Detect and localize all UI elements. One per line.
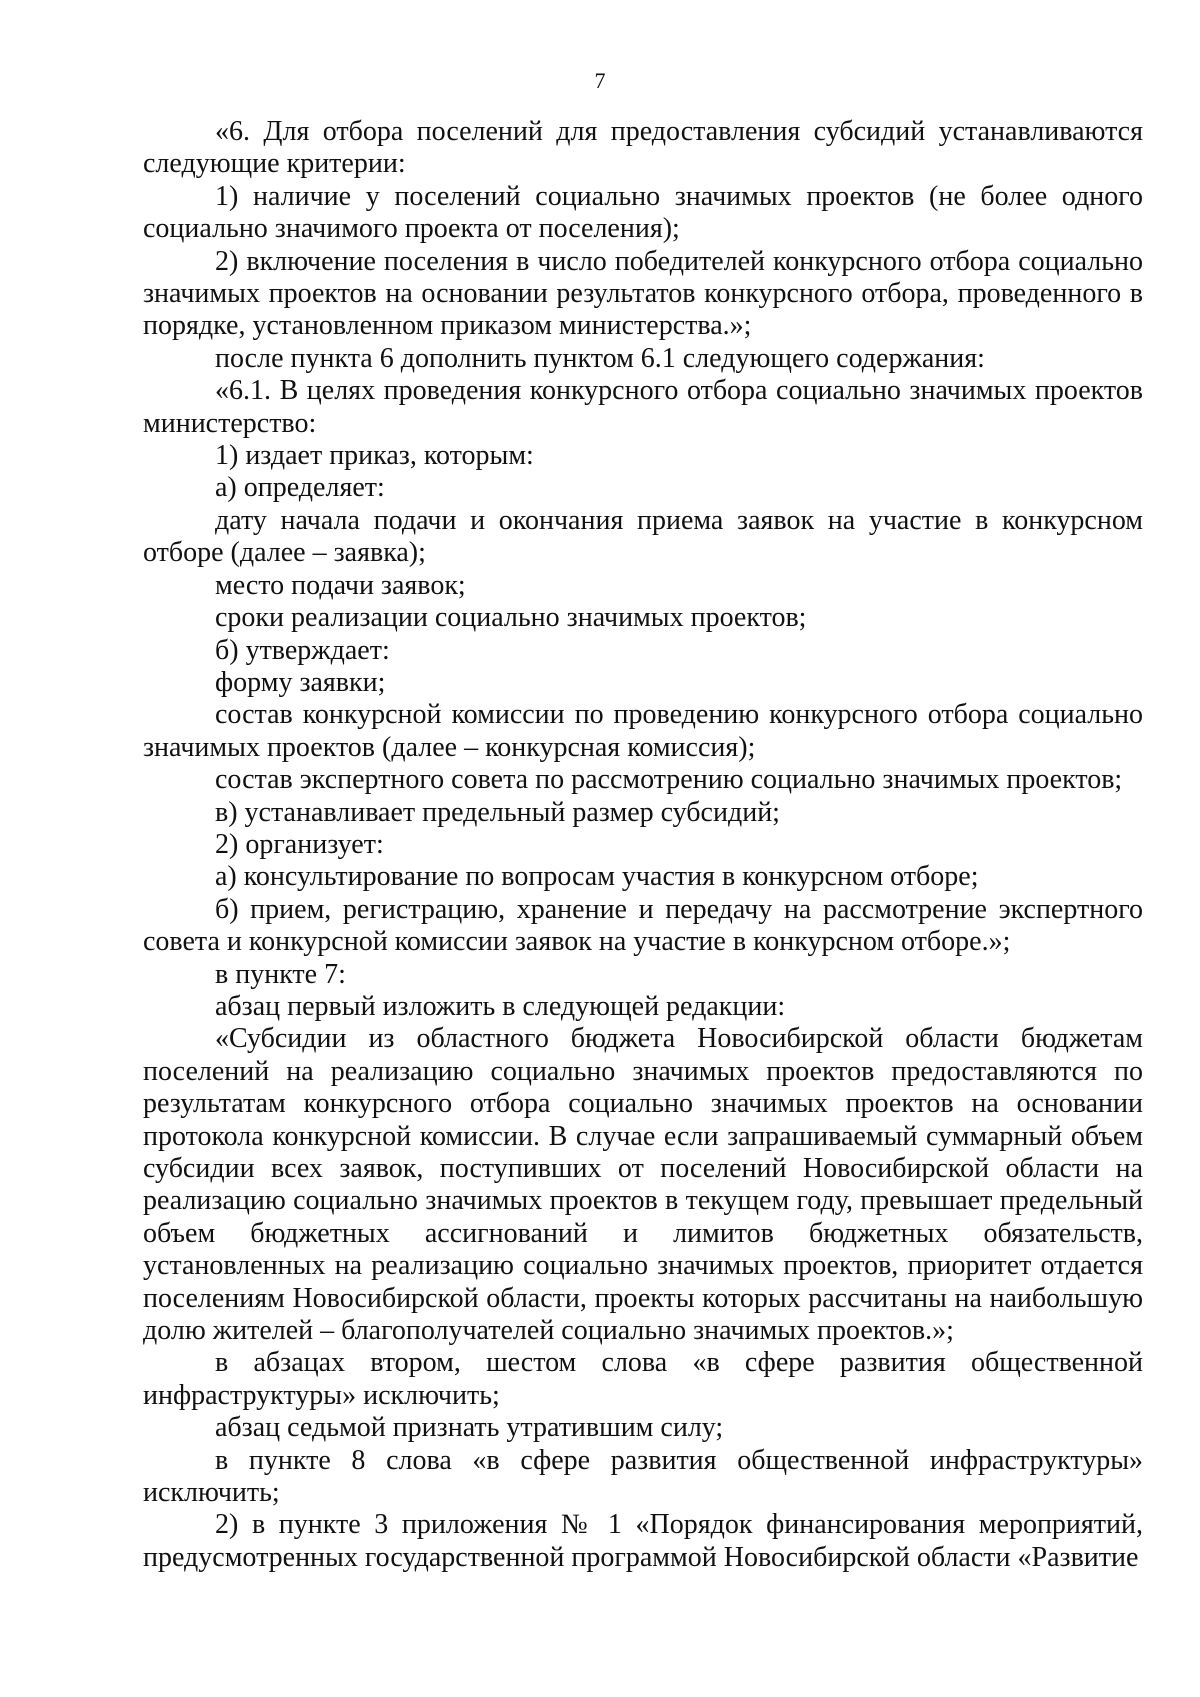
paragraph: после пункта 6 дополнить пунктом 6.1 следующего содержания: [215, 342, 985, 374]
paragraph: «6. Для отбора поселений для предоставления субсидий устанавливаются следующие критерии: [143, 116, 1143, 180]
paragraph: в пункте 8 слова «в сфере развития общественной инфраструктуры» исключить; [143, 1444, 1143, 1509]
paragraph: в) устанавливает предельный размер субсидий; [215, 796, 780, 828]
paragraph: форму заявки; [215, 666, 386, 698]
page-number: 7 [594, 68, 606, 93]
paragraph: а) консультирование по вопросам участия в конкурсном отборе; [215, 861, 979, 893]
paragraph: абзац первый изложить в следующей редакции: [215, 990, 786, 1022]
paragraph: «6.1. В целях проведения конкурсного отбора социально значимых проектов министерство: [143, 375, 1143, 439]
paragraph: 1) наличие у поселений социально значимых проектов (не более одного социально значимого проекта от поселения); [143, 180, 1143, 245]
paragraph: состав экспертного совета по рассмотрению социально значимых проектов; [215, 764, 1123, 796]
paragraph: абзац седьмой признать утратившим силу; [215, 1412, 724, 1444]
paragraph: 2) организует: [215, 828, 384, 860]
paragraph: в пункте 7: [215, 958, 346, 990]
paragraph: в абзацах втором, шестом слова «в сфере развития общественной инфраструктуры» исключить; [143, 1347, 1143, 1411]
paragraph: «Субсидии из областного бюджета Новосибирской области бюджетам поселений на реализацию социально значимых проектов предоставляются по результатам конкурсного отбора социально значимых проектов на основании протокола конкурсной комиссии. В случае если запрашиваемый суммарный объем субсидии всех заявок, поступивших от поселений Новосибирской области на реализацию социально значимых проектов в текущем году, превышает предельный объем бюджетных ассигнований и лимитов бюджетных обязательств, установленных на реализацию социально значимых проектов, приоритет отдается поселениям Новосибирской области, проекты которых рассчитаны на наибольшую долю жителей – благополучателей социально значимых проектов.»; [143, 1023, 1143, 1347]
paragraph: 2) в пункте 3 приложения № 1 «Порядок финансирования мероприятий, предусмотренных государственной программой Новосибирской области «Развитие [143, 1509, 1143, 1573]
paragraph: 1) издает приказ, которым: [215, 440, 534, 472]
paragraph: а) определяет: [215, 472, 385, 504]
paragraph: сроки реализации социально значимых проектов; [215, 602, 807, 634]
paragraph: 2) включение поселения в число победителей конкурсного отбора социально значимых проектов на основании результатов конкурсного отбора, проведенного в порядке, установленном приказом министерства.»; [143, 245, 1143, 342]
paragraph: б) утверждает: [215, 634, 390, 666]
paragraph: б) прием, регистрацию, хранение и передачу на рассмотрение экспертного совета и конкурсной комиссии заявок на участие в конкурсном отборе.»; [143, 893, 1143, 958]
paragraph: состав конкурсной комиссии по проведению конкурсного отбора социально значимых проектов (далее – конкурсная комиссия); [143, 699, 1143, 763]
paragraph: дату начала подачи и окончания приема заявок на участие в конкурсном отборе (далее – заявка); [143, 504, 1143, 569]
document-body [143, 116, 1143, 1574]
paragraph: место подачи заявок; [215, 569, 466, 601]
